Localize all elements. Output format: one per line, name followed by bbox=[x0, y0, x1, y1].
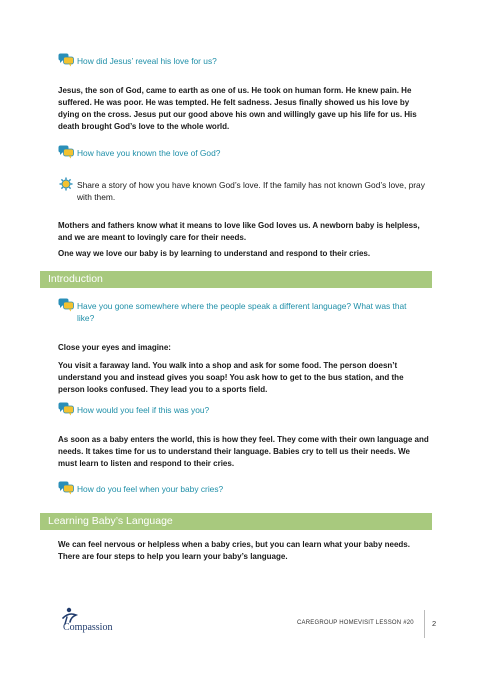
speech-bubbles-icon bbox=[58, 145, 74, 159]
footer-divider bbox=[424, 610, 425, 638]
question-text: How do you feel when your baby cries? bbox=[77, 484, 224, 494]
section-heading-introduction: Introduction bbox=[40, 271, 432, 288]
question-text: How have you known the love of God? bbox=[77, 148, 221, 158]
speech-bubbles-icon bbox=[58, 298, 74, 312]
paragraph-parents-love: Mothers and fathers know what it means to love like God loves us. A newborn baby is helpless, and we are meant to lovingly care for their needs. bbox=[58, 221, 420, 242]
logo-wordmark: Compassion bbox=[63, 622, 113, 633]
speech-bubbles-icon bbox=[58, 402, 74, 416]
question-jesus-love bbox=[58, 55, 217, 67]
question-baby-cries bbox=[58, 483, 223, 495]
paragraph-baby-language: As soon as a baby enters the world, this is how they feel. They come with their own language and needs. It takes time for us to understand their language. Babies cry to tell us their needs. We must learn to listen and respond to their cries. bbox=[58, 435, 429, 468]
section-heading-learning: Learning Baby’s Language bbox=[40, 513, 432, 530]
question-how-feel bbox=[58, 404, 209, 416]
paragraph-respond-cries: One way we love our baby is by learning to understand and respond to their cries. bbox=[58, 249, 371, 258]
footer-lesson-title: CAREGROUP HOMEVISIT LESSON #20 bbox=[297, 620, 414, 626]
speech-bubbles-icon bbox=[58, 53, 74, 67]
question-known-love bbox=[58, 147, 220, 159]
paragraph-faraway-land: You visit a faraway land. You walk into a shop and ask for some food. The person doesn’t understand you and instead gives you soap! You ask how to get to the bus station, and the person looks confused. They lead you to a sports field. bbox=[58, 361, 404, 394]
paragraph-four-steps: We can feel nervous or helpless when a baby cries, but you can learn what your baby needs. There are four steps to help you learn your baby’s language. bbox=[58, 540, 410, 561]
question-text: How would you feel if this was you? bbox=[77, 405, 210, 415]
question-different-language bbox=[58, 300, 418, 324]
page-number: 2 bbox=[432, 619, 437, 628]
question-text: How did Jesus’ reveal his love for us? bbox=[77, 56, 217, 66]
activity-share-story bbox=[58, 179, 430, 203]
speech-bubbles-icon bbox=[58, 481, 74, 495]
question-text: Have you gone somewhere where the people speak a different language? What was that like? bbox=[77, 301, 407, 323]
paragraph-close-eyes: Close your eyes and imagine: bbox=[58, 343, 171, 352]
activity-text: Share a story of how you have known God’s love. If the family has not known God’s love, pray with them. bbox=[77, 180, 425, 202]
gear-sun-icon bbox=[58, 177, 74, 191]
paragraph-jesus-love: Jesus, the son of God, came to earth as one of us. He took on human form. He knew pain. He suffered. He was poor. He was tempted. He felt sadness. Jesus finally showed us his love by dying on the cross. Jesus put our good above his own and willingly gave up his life for us. His death brought God’s love to the whole world. bbox=[58, 86, 417, 131]
